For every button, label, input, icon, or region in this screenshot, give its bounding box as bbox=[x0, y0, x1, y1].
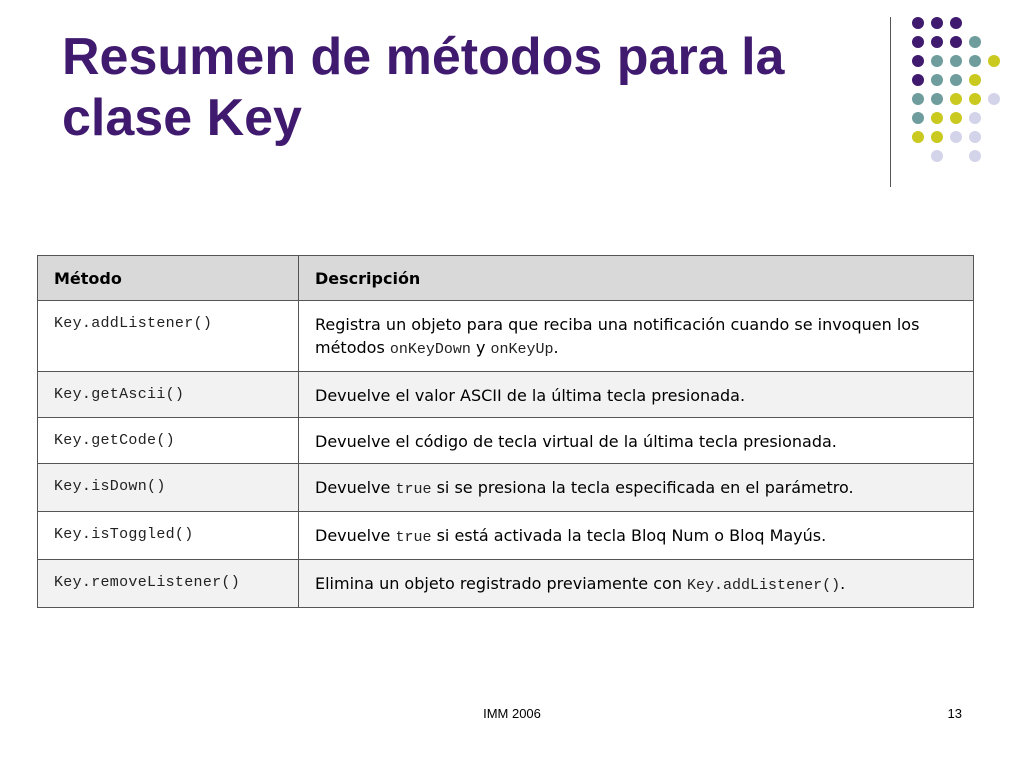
decorative-dot bbox=[912, 17, 924, 29]
decorative-dot bbox=[931, 112, 943, 124]
decorative-dot bbox=[969, 93, 981, 105]
method-name-cell: Key.getCode() bbox=[38, 418, 299, 464]
dot-grid-decoration bbox=[908, 13, 1008, 173]
decorative-dot bbox=[931, 150, 943, 162]
method-name-cell: Key.getAscii() bbox=[38, 372, 299, 418]
description-text: Devuelve bbox=[315, 526, 396, 545]
title-divider bbox=[890, 17, 891, 187]
decorative-dot bbox=[950, 17, 962, 29]
inline-code: onKeyUp bbox=[490, 341, 554, 358]
methods-table bbox=[37, 255, 974, 608]
inline-code: true bbox=[395, 481, 432, 498]
description-text: . bbox=[840, 574, 846, 593]
description-cell bbox=[299, 301, 974, 372]
decorative-dot bbox=[950, 36, 962, 48]
decorative-dot bbox=[931, 36, 943, 48]
decorative-dot bbox=[912, 74, 924, 86]
decorative-dot bbox=[912, 36, 924, 48]
description-text: Devuelve el valor ASCII de la última tecla presionada. bbox=[315, 386, 746, 405]
description-cell bbox=[299, 560, 974, 608]
header-method: Método bbox=[38, 256, 299, 301]
decorative-dot bbox=[969, 36, 981, 48]
decorative-dot bbox=[950, 93, 962, 105]
description-text: y bbox=[470, 338, 491, 357]
description-text: . bbox=[553, 338, 559, 357]
decorative-dot bbox=[950, 74, 962, 86]
description-text: Elimina un objeto registrado previamente con bbox=[315, 574, 688, 593]
description-cell bbox=[299, 418, 974, 464]
description-text: si está activada la tecla Bloq Num o Bloq Mayús. bbox=[431, 526, 827, 545]
description-cell bbox=[299, 372, 974, 418]
description-text: Devuelve bbox=[315, 478, 396, 497]
method-name-cell: Key.isToggled() bbox=[38, 512, 299, 560]
table-row bbox=[38, 418, 974, 464]
header-description: Descripción bbox=[299, 256, 974, 301]
decorative-dot bbox=[931, 17, 943, 29]
decorative-dot bbox=[969, 55, 981, 67]
decorative-dot bbox=[969, 150, 981, 162]
table-header-row bbox=[38, 256, 974, 301]
decorative-dot bbox=[931, 74, 943, 86]
inline-code: Key.addListener() bbox=[687, 577, 841, 594]
decorative-dot bbox=[950, 112, 962, 124]
decorative-dot bbox=[969, 131, 981, 143]
slide-title: Resumen de métodos para la clase Key bbox=[62, 28, 785, 147]
decorative-dot bbox=[912, 93, 924, 105]
description-cell bbox=[299, 464, 974, 512]
footer-text: IMM 2006 bbox=[483, 706, 541, 721]
decorative-dot bbox=[950, 131, 962, 143]
description-text: si se presiona la tecla especificada en el parámetro. bbox=[431, 478, 854, 497]
table-row bbox=[38, 464, 974, 512]
decorative-dot bbox=[931, 93, 943, 105]
table-row bbox=[38, 560, 974, 608]
decorative-dot bbox=[969, 112, 981, 124]
decorative-dot bbox=[988, 93, 1000, 105]
inline-code: true bbox=[395, 529, 432, 546]
description-cell bbox=[299, 512, 974, 560]
inline-code: onKeyDown bbox=[389, 341, 471, 358]
decorative-dot bbox=[950, 55, 962, 67]
decorative-dot bbox=[931, 55, 943, 67]
decorative-dot bbox=[931, 131, 943, 143]
decorative-dot bbox=[912, 112, 924, 124]
table-row bbox=[38, 301, 974, 372]
decorative-dot bbox=[912, 55, 924, 67]
page-number: 13 bbox=[947, 706, 962, 721]
description-text: Registra un objeto para que reciba una notificación cuando se invoquen los métodos bbox=[315, 315, 920, 357]
method-name-cell: Key.isDown() bbox=[38, 464, 299, 512]
method-name-cell: Key.removeListener() bbox=[38, 560, 299, 608]
decorative-dot bbox=[969, 74, 981, 86]
description-text: Devuelve el código de tecla virtual de la última tecla presionada. bbox=[315, 432, 837, 451]
method-name-cell: Key.addListener() bbox=[38, 301, 299, 372]
decorative-dot bbox=[912, 131, 924, 143]
table-row bbox=[38, 512, 974, 560]
table-row bbox=[38, 372, 974, 418]
decorative-dot bbox=[988, 55, 1000, 67]
